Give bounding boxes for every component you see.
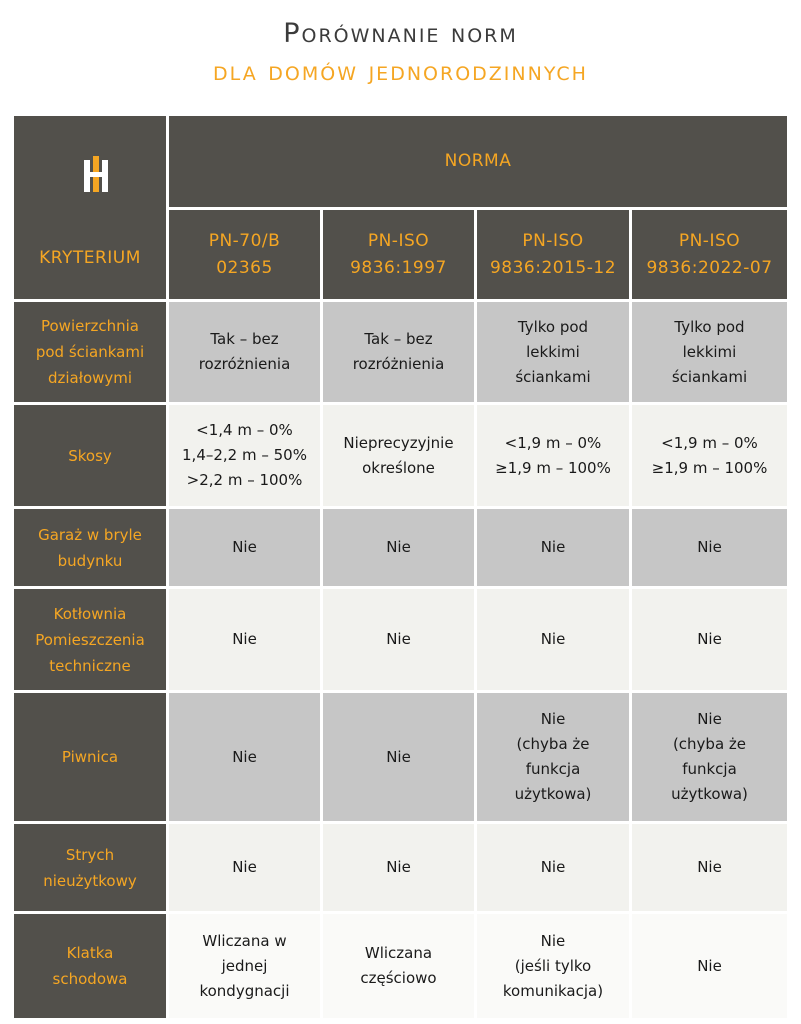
row-label: Skosy bbox=[14, 405, 166, 506]
page-title-line2: dla domów jednorodzinnych bbox=[213, 56, 588, 87]
table-cell: Nie (chyba że funkcja użytkowa) bbox=[477, 693, 629, 821]
table-cell: Nieprecyzyjnie określone bbox=[323, 405, 474, 506]
table-cell: Tylko pod lekkimi ściankami bbox=[477, 302, 629, 402]
row-label: Garaż w bryle budynku bbox=[14, 509, 166, 586]
table-cell: Nie bbox=[632, 589, 787, 690]
column-header: PN-ISO 9836:1997 bbox=[323, 210, 474, 299]
row-label: Kotłownia Pomieszczenia techniczne bbox=[14, 589, 166, 690]
table-cell: Nie bbox=[632, 824, 787, 911]
page-title-line1: Porównanie norm bbox=[283, 18, 518, 49]
table-cell: Nie bbox=[169, 509, 320, 586]
table-cell: Nie bbox=[323, 824, 474, 911]
table-cell: <1,9 m – 0% ≥1,9 m – 100% bbox=[632, 405, 787, 506]
row-label: Klatka schodowa bbox=[14, 914, 166, 1018]
table-cell: Nie bbox=[323, 589, 474, 690]
row-label: Powierzchnia pod ściankami działowymi bbox=[14, 302, 166, 402]
table-cell: Nie bbox=[632, 509, 787, 586]
table-cell: Nie bbox=[632, 914, 787, 1018]
table-cell: Tak – bez rozróżnienia bbox=[169, 302, 320, 402]
kryterium-header: KRYTERIUM bbox=[39, 248, 141, 268]
norma-header: NORMA bbox=[444, 151, 512, 171]
comparison-table bbox=[14, 116, 787, 1018]
table-cell: Nie bbox=[169, 824, 320, 911]
table-cell: Nie (jeśli tylko komunikacja) bbox=[477, 914, 629, 1018]
table-cell: Nie bbox=[323, 509, 474, 586]
table-cell: Tylko pod lekkimi ściankami bbox=[632, 302, 787, 402]
brand-logo-icon bbox=[84, 156, 112, 192]
table-cell: Wliczana częściowo bbox=[323, 914, 474, 1018]
row-label: Strych nieużytkowy bbox=[14, 824, 166, 911]
table-cell: Nie bbox=[477, 509, 629, 586]
table-cell: Wliczana w jednej kondygnacji bbox=[169, 914, 320, 1018]
table-cell: Nie (chyba że funkcja użytkowa) bbox=[632, 693, 787, 821]
table-cell: Nie bbox=[323, 693, 474, 821]
table-cell: Nie bbox=[169, 693, 320, 821]
column-header: PN-ISO 9836:2015-12 bbox=[477, 210, 629, 299]
row-label: Piwnica bbox=[14, 693, 166, 821]
table-cell: <1,9 m – 0% ≥1,9 m – 100% bbox=[477, 405, 629, 506]
table-cell: Nie bbox=[477, 824, 629, 911]
table-cell: <1,4 m – 0% 1,4–2,2 m – 50% >2,2 m – 100% bbox=[169, 405, 320, 506]
table-cell: Nie bbox=[477, 589, 629, 690]
column-header: PN-70/B 02365 bbox=[169, 210, 320, 299]
column-header: PN-ISO 9836:2022-07 bbox=[632, 210, 787, 299]
norma-header-cell bbox=[169, 116, 787, 207]
kryterium-header-cell bbox=[14, 116, 166, 299]
table-cell: Nie bbox=[169, 589, 320, 690]
table-cell: Tak – bez rozróżnienia bbox=[323, 302, 474, 402]
